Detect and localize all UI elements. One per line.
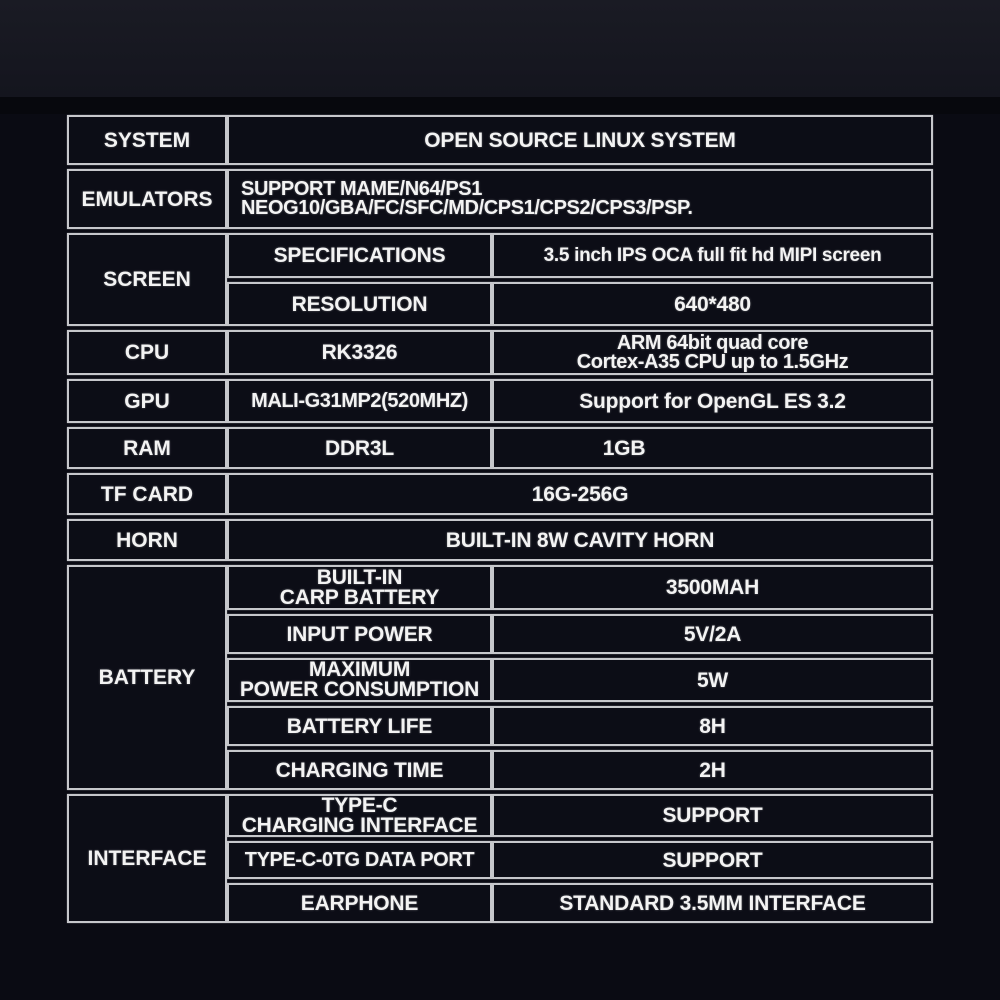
battery-charging-time-name-cell: CHARGING TIME [227,750,492,790]
interface-earphone-name-cell: EARPHONE [227,883,492,923]
cpu-chip-cell: RK3326 [227,330,492,375]
cpu-value-cell [492,330,933,375]
battery-builtin-name-line1: BUILT-IN [316,565,403,589]
ram-value-text: 1GB [602,436,646,460]
gpu-chip-cell: MALI-G31MP2(520MHZ) [227,379,492,423]
interface-label-cell: INTERFACE [67,794,227,923]
emulators-value-line2: NEOG10/GBA/FC/SFC/MD/CPS1/CPS2/CPS3/PSP. [241,197,693,219]
battery-builtin-value-cell: 3500MAH [492,565,933,610]
screen-resolution-name-cell: RESOLUTION [227,282,492,326]
emulators-value-cell [227,169,933,229]
battery-max-consumption-name-line1: MAXIMUM [308,658,411,682]
system-label-cell: SYSTEM [67,115,227,165]
spec-table [67,115,933,923]
horn-label-cell: HORN [67,519,227,561]
interface-otg-value-cell: SUPPORT [492,841,933,879]
cpu-value-line1: ARM 64bit quad core [616,331,809,354]
background-top-band [0,0,1000,97]
interface-typec-charging-name-line1: TYPE-C [321,793,398,817]
horn-value-cell: BUILT-IN 8W CAVITY HORN [227,519,933,561]
battery-charging-time-value-cell: 2H [492,750,933,790]
interface-typec-charging-value-cell: SUPPORT [492,794,933,837]
interface-typec-charging-name-line2: CHARGING INTERFACE [241,813,478,837]
battery-life-name-cell: BATTERY LIFE [227,706,492,746]
screen-specifications-value-cell: 3.5 inch IPS OCA full fit hd MIPI screen [492,233,933,278]
battery-builtin-name-line2: CARP BATTERY [279,585,440,609]
screen-label-cell: SCREEN [67,233,227,326]
ram-chip-cell: DDR3L [227,427,492,469]
screen-resolution-value-cell: 640*480 [492,282,933,326]
emulators-label-cell: EMULATORS [67,169,227,229]
battery-builtin-name-cell [227,565,492,610]
interface-typec-charging-name-cell [227,794,492,837]
battery-label-cell: BATTERY [67,565,227,790]
system-value-cell: OPEN SOURCE LINUX SYSTEM [227,115,933,165]
battery-max-consumption-name-cell [227,658,492,702]
tf-card-label-cell: TF CARD [67,473,227,515]
battery-max-consumption-name-line2: POWER CONSUMPTION [239,678,480,701]
gpu-value-cell: Support for OpenGL ES 3.2 [492,379,933,423]
cpu-value-line2: Cortex-A35 CPU up to 1.5GHz [576,350,849,373]
interface-otg-name-cell: TYPE-C-0TG DATA PORT [227,841,492,879]
interface-earphone-value-cell: STANDARD 3.5MM INTERFACE [492,883,933,923]
ram-value-cell [492,427,933,469]
screen-specifications-name-cell: SPECIFICATIONS [227,233,492,278]
battery-max-consumption-value-cell: 5W [492,658,933,702]
cpu-label-cell: CPU [67,330,227,375]
battery-life-value-cell: 8H [492,706,933,746]
ram-label-cell: RAM [67,427,227,469]
battery-input-power-value-cell: 5V/2A [492,614,933,654]
background-dark-strip [0,97,1000,114]
battery-input-power-name-cell: INPUT POWER [227,614,492,654]
tf-card-value-cell: 16G-256G [227,473,933,515]
emulators-value-line1: SUPPORT MAME/N64/PS1 [241,178,482,200]
gpu-label-cell: GPU [67,379,227,423]
